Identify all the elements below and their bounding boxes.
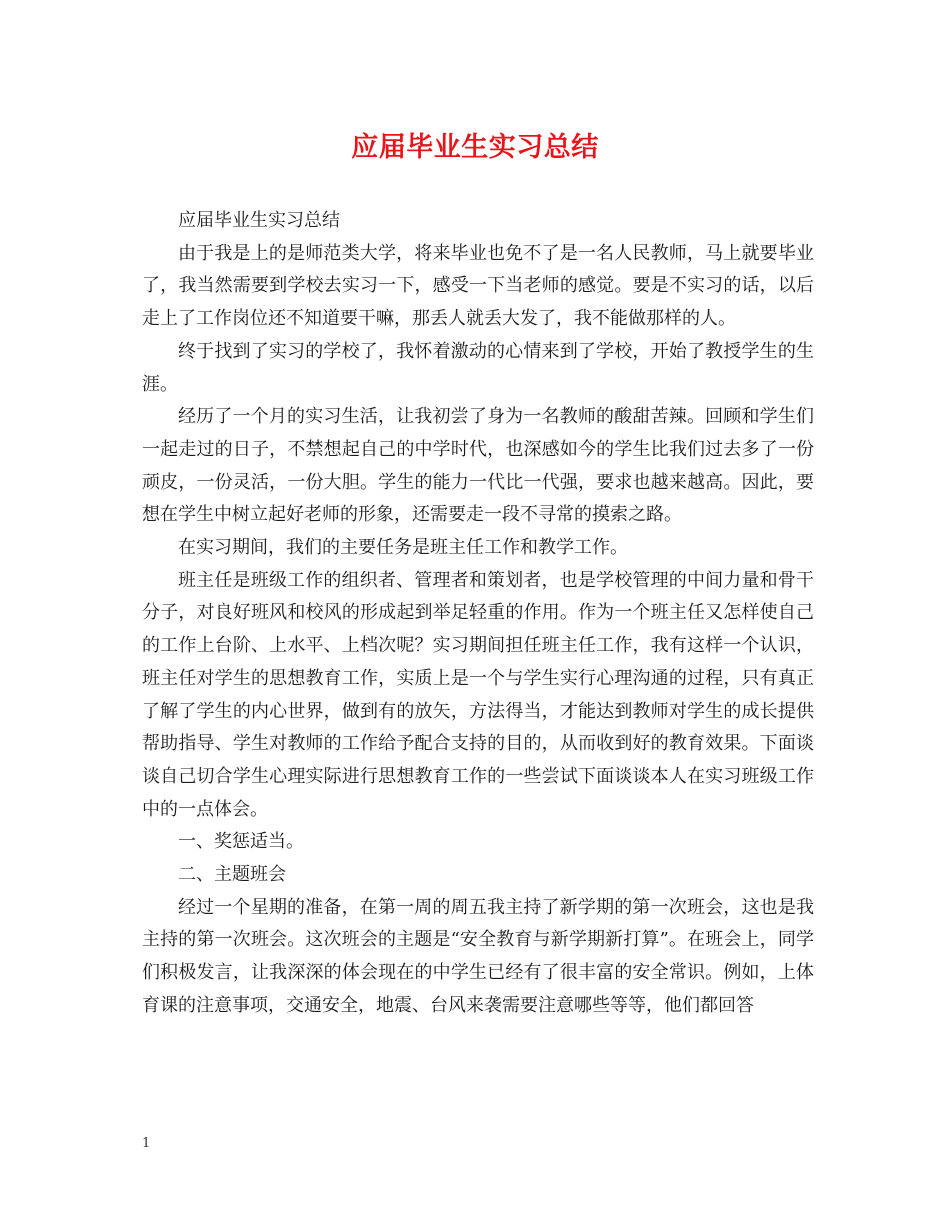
- paragraph: 经历了一个月的实习生活，让我初尝了身为一名教师的酸甜苦辣。回顾和学生们一起走过的日子，不禁想起自己的中学时代，也深感如今的学生比我们过去多了一份顽皮，一份灵活，一份大胆。学生的能力一代比一代强，要求也越来越高。因此，要想在学生中树立起好老师的形象，还需要走一段不寻常的摸索之路。: [142, 406, 814, 526]
- paragraph: 班主任是班级工作的组织者、管理者和策划者，也是学校管理的中间力量和骨干分子，对良好班风和校风的形成起到举足轻重的作用。作为一个班主任又怎样使自己的工作上台阶、上水平、上档次呢？实习期间担任班主任工作，我有这样一个认识，班主任对学生的思想教育工作，实质上是一个与学生实行心理沟通的过程，只有真正了解了学生的内心世界，做到有的放矢，方法得当，才能达到教师对学生的成长提供帮助指导、学生对教师的工作给予配合支持的目的，从而收到好的教育效果。下面谈谈自己切合学生心理实际进行思想教育工作的一些尝试下面谈谈本人在实习班级工作中的一点体会。: [142, 569, 814, 820]
- paragraph-subtitle: 应届毕业生实习总结: [178, 210, 340, 231]
- page-number: 1: [142, 1136, 151, 1151]
- paragraph: 在实习期间，我们的主要任务是班主任工作和教学工作。: [178, 537, 628, 559]
- paragraph: 由于我是上的是师范类大学，将来毕业也免不了是一名人民教师，马上就要毕业了，我当然需要到学校去实习一下，感受一下当老师的感觉。要是不实习的话，以后走上了工作岗位还不知道要干嘛，那丢人就丢大发了，我不能做那样的人。: [142, 242, 814, 330]
- document-title: 应届毕业生实习总结: [351, 132, 599, 163]
- paragraph: 终于找到了实习的学校了，我怀着激动的心情来到了学校，开始了教授学生的生涯。: [142, 340, 814, 395]
- section-heading: 二、主题班会: [178, 864, 286, 886]
- paragraph: 经过一个星期的准备，在第一周的周五我主持了新学期的第一次班会，这也是我主持的第一次班会。这次班会的主题是“安全教育与新学期新打算”。在班会上，同学们积极发言，让我深深的体会现在的中学生已经有了很丰富的安全常识。例如，上体育课的注意事项，交通安全，地震、台风来袭需要注意哪些等等，他们都回答: [142, 896, 814, 1016]
- document-body: [142, 205, 814, 1023]
- section-heading: 一、奖惩适当。: [178, 831, 304, 853]
